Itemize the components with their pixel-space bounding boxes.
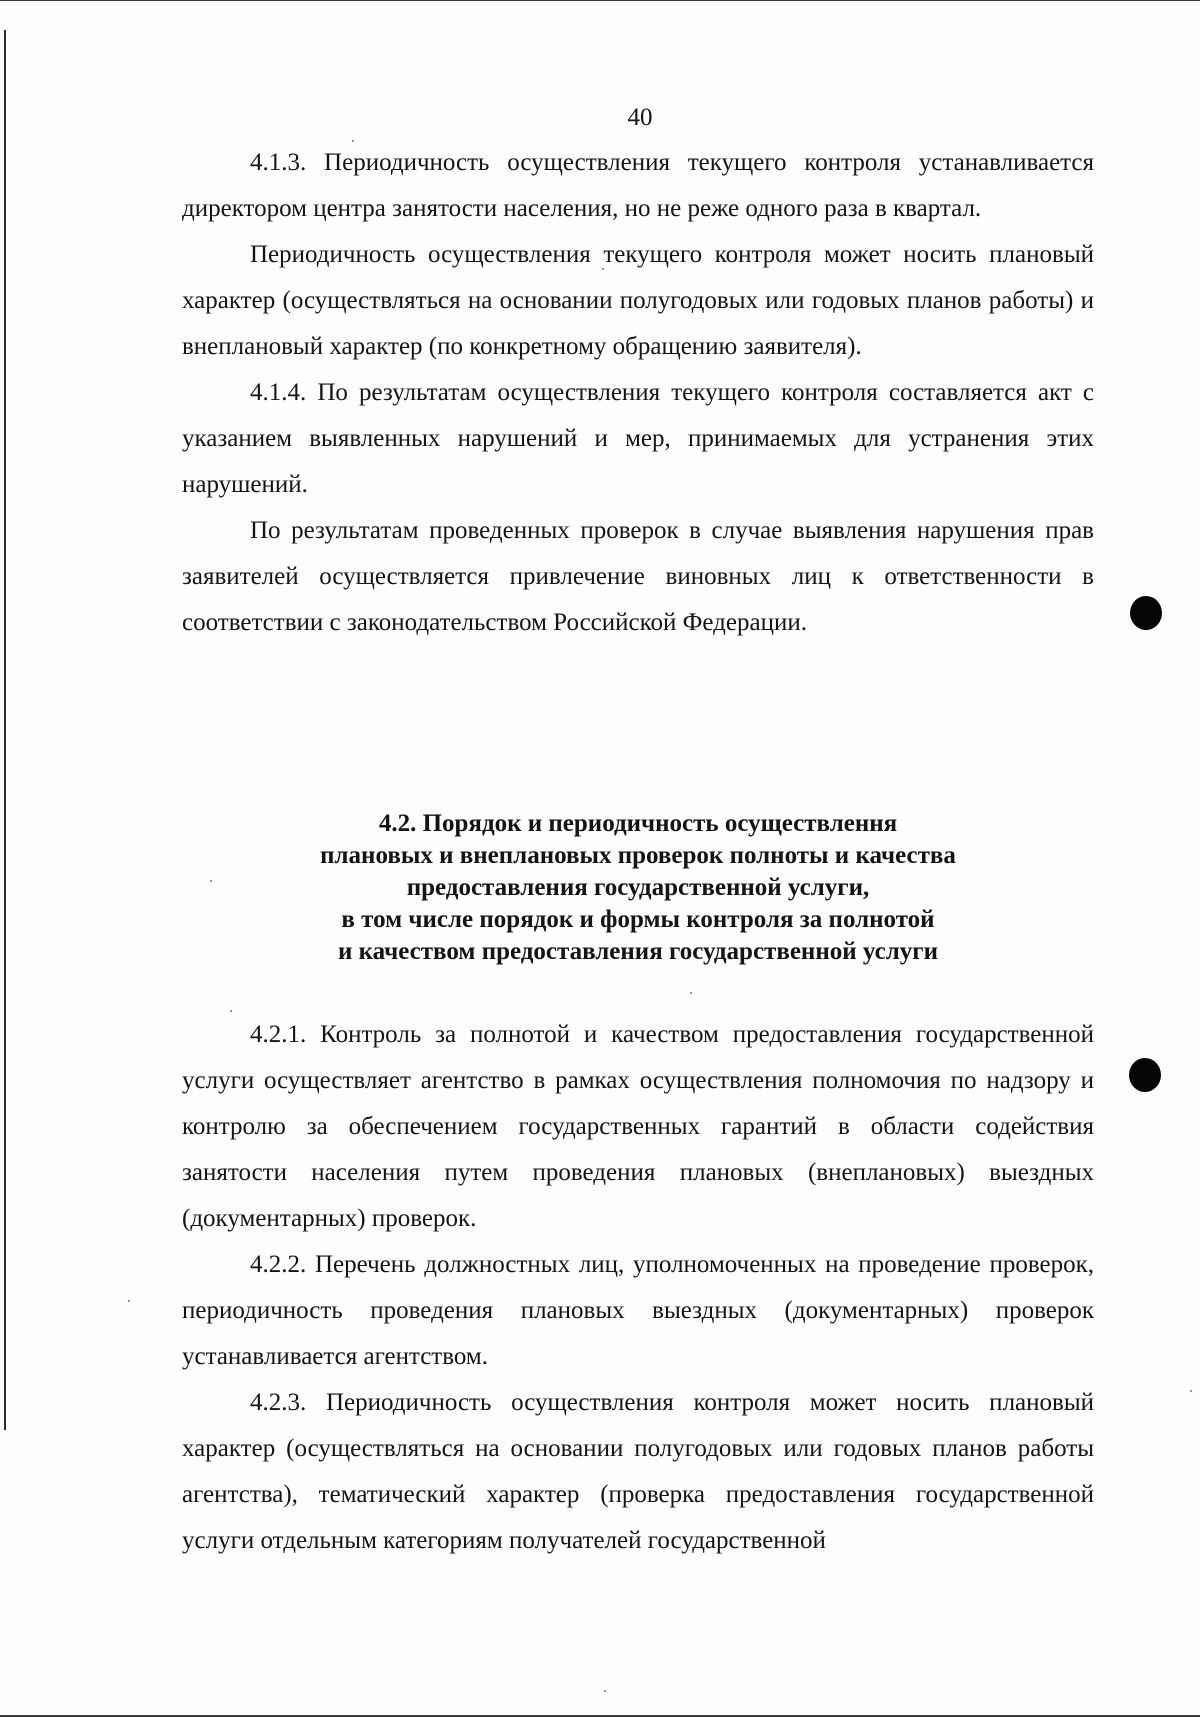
paragraph-4-2-3: 4.2.3. Периодичность осуществления контроля может носить плановый характер (осуществляться на основании полугодовых или годовых планов работы агентства), тематический характер (проверка предоставления государственной услуги отдельным категориям получателей государственной [182,1389,1094,1554]
paragraph-4-2-2: 4.2.2. Перечень должностных лиц, уполномоченных на проведение проверок, периодичность проведения плановых выездных (документарных) проверок устанавливается агентством. [182,1251,1094,1370]
scan-speck [128,1300,130,1302]
heading-line: плановых и внеплановых проверок полноты и качества [320,842,956,869]
scan-speck [1190,1390,1192,1392]
heading-line: 4.2. Порядок и периодичность осуществлення [378,810,898,837]
page-number: 40 [627,104,653,131]
scan-speck [602,268,604,270]
scan-speck [604,1690,606,1692]
scan-speck [352,140,354,142]
heading-line: в том числе порядок и формы контроля за полнотой [341,906,935,933]
section-4-2-heading [182,808,1094,968]
scan-speck [230,1010,232,1012]
paragraph-periodicity: Периодичность осуществления текущего контроля может носить плановый характер (осуществляться на основании полугодовых или годовых планов работы) и внеплановый характер (по конкретному обращению заявителя). [182,241,1094,360]
section-4-1-text [182,140,1094,646]
section-4-2-text [182,1012,1094,1564]
paragraph-4-2-1: 4.2.1. Контроль за полнотой и качеством предоставления государственной услуги осуществляет агентство в рамках осуществления полномочия по надзору и контролю за обеспечением государственных гарантий в области содействия занятости населения путем проведения плановых (внеплановых) выездных (документарных) проверок. [182,1021,1094,1232]
paragraph-inspection-results: По результатам проведенных проверок в случае выявления нарушения прав заявителей осуществляется привлечение виновных лиц к ответственности в соответствии с законодательством Российской Федерации. [182,517,1094,636]
heading-line: и качеством предоставления государственной услуги [338,938,938,965]
heading-line: предоставления государственной услуги, [406,874,870,901]
punch-hole [1129,1058,1161,1092]
scan-speck [210,880,212,882]
paragraph-4-1-3: 4.1.3. Периодичность осуществления текущего контроля устанавливается директором центра занятости населения, но не реже одного раза в квартал. [182,149,1094,222]
punch-hole [1130,596,1162,630]
paragraph-4-1-4: 4.1.4. По результатам осуществления текущего контроля составляется акт с указанием выявленных нарушений и мер, принимаемых для устранения этих нарушений. [182,379,1094,498]
scan-edge-left [4,30,6,1430]
scan-speck [690,992,692,994]
scan-edge-top [0,0,1200,1]
